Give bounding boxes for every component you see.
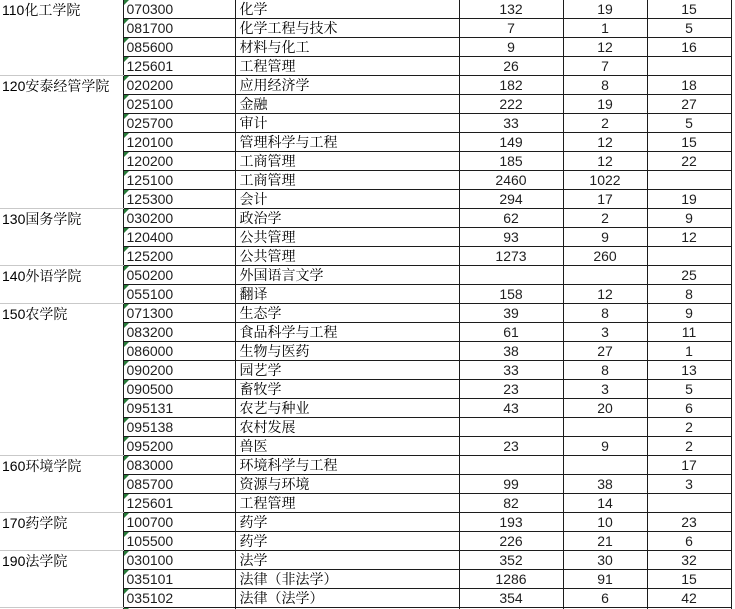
cell-value-1[interactable]: 294: [459, 190, 563, 209]
cell-college[interactable]: 110化工学院: [0, 0, 123, 76]
cell-major-code[interactable]: [123, 266, 235, 285]
cell-value-3[interactable]: 32: [647, 551, 731, 570]
cell-value-1[interactable]: [459, 266, 563, 285]
cell-major-code[interactable]: [123, 114, 235, 133]
cell-error-indicator-icon: [124, 399, 129, 404]
cell-error-indicator-icon: [124, 361, 129, 366]
table-row: [0, 209, 731, 228]
cell-major-name[interactable]: 审计: [235, 114, 459, 133]
cell-college[interactable]: 140外语学院: [0, 266, 123, 304]
major-code-text: 095200: [126, 438, 174, 455]
cell-value-1[interactable]: 2460: [459, 171, 563, 190]
cell-error-indicator-icon: [124, 456, 129, 461]
cell-value-3[interactable]: 1: [647, 342, 731, 361]
cell-major-name[interactable]: 管理科学与工程: [235, 133, 459, 152]
cell-value-1[interactable]: 82: [459, 494, 563, 513]
cell-value-2[interactable]: 10: [563, 513, 647, 532]
cell-major-code[interactable]: [123, 399, 235, 418]
cell-value-2[interactable]: 8: [563, 361, 647, 380]
major-code-text: 090200: [126, 362, 174, 379]
cell-value-1[interactable]: 23: [459, 437, 563, 456]
cell-major-name[interactable]: 兽医: [235, 437, 459, 456]
cell-value-1[interactable]: 7: [459, 19, 563, 38]
cell-major-name[interactable]: 材料与化工: [235, 38, 459, 57]
table-row: [0, 0, 731, 19]
cell-error-indicator-icon: [124, 418, 129, 423]
table-row: [0, 456, 731, 475]
cell-error-indicator-icon: [124, 209, 129, 214]
major-code-text: 100700: [126, 514, 174, 531]
major-code-text: 085700: [126, 476, 174, 493]
major-code-text: 086000: [126, 343, 174, 360]
cell-error-indicator-icon: [124, 475, 129, 480]
cell-major-code[interactable]: [123, 437, 235, 456]
major-code-text: 090500: [126, 381, 174, 398]
cell-major-name[interactable]: 农村发展: [235, 418, 459, 437]
cell-error-indicator-icon: [124, 76, 129, 81]
cell-value-3[interactable]: [647, 171, 731, 190]
cell-major-name[interactable]: 生物与医药: [235, 342, 459, 361]
cell-value-1[interactable]: 9: [459, 38, 563, 57]
cell-value-1[interactable]: 132: [459, 0, 563, 19]
cell-major-name[interactable]: 食品科学与工程: [235, 323, 459, 342]
cell-major-code[interactable]: [123, 209, 235, 228]
cell-value-3[interactable]: 27: [647, 95, 731, 114]
cell-major-name[interactable]: 工程管理: [235, 57, 459, 76]
cell-value-3[interactable]: 13: [647, 361, 731, 380]
major-code-text: 035101: [126, 571, 174, 588]
cell-value-2[interactable]: 12: [563, 38, 647, 57]
cell-value-1[interactable]: 93: [459, 228, 563, 247]
major-code-text: 120100: [126, 134, 174, 151]
cell-major-code[interactable]: [123, 570, 235, 589]
cell-major-name[interactable]: 法律（法学）: [235, 589, 459, 608]
cell-error-indicator-icon: [124, 380, 129, 385]
cell-value-3[interactable]: 9: [647, 209, 731, 228]
cell-major-name[interactable]: 翻译: [235, 285, 459, 304]
cell-major-name[interactable]: 政治学: [235, 209, 459, 228]
cell-major-code[interactable]: [123, 247, 235, 266]
cell-value-2[interactable]: [563, 418, 647, 437]
table-row: [0, 76, 731, 95]
major-code-text: 050200: [126, 267, 174, 284]
cell-value-2[interactable]: 8: [563, 76, 647, 95]
cell-error-indicator-icon: [124, 228, 129, 233]
cell-value-2[interactable]: 7: [563, 57, 647, 76]
major-code-text: 095131: [126, 400, 174, 417]
major-code-text: 125601: [126, 495, 174, 512]
cell-value-3[interactable]: 12: [647, 228, 731, 247]
cell-value-3[interactable]: 5: [647, 19, 731, 38]
cell-value-3[interactable]: 15: [647, 0, 731, 19]
cell-major-code[interactable]: [123, 532, 235, 551]
cell-value-2[interactable]: 91: [563, 570, 647, 589]
cell-error-indicator-icon: [124, 304, 129, 309]
cell-major-code[interactable]: [123, 76, 235, 95]
cell-major-name[interactable]: 会计: [235, 190, 459, 209]
cell-error-indicator-icon: [124, 551, 129, 556]
cell-value-3[interactable]: 42: [647, 589, 731, 608]
cell-error-indicator-icon: [124, 38, 129, 43]
cell-major-name[interactable]: 公共管理: [235, 247, 459, 266]
major-code-text: 120200: [126, 153, 174, 170]
cell-value-2[interactable]: 14: [563, 494, 647, 513]
cell-error-indicator-icon: [124, 247, 129, 252]
major-code-text: 120400: [126, 229, 174, 246]
cell-value-1[interactable]: 158: [459, 285, 563, 304]
cell-major-code[interactable]: [123, 228, 235, 247]
cell-major-code[interactable]: [123, 589, 235, 608]
cell-value-2[interactable]: 2: [563, 114, 647, 133]
cell-major-name[interactable]: 药学: [235, 532, 459, 551]
cell-major-code[interactable]: [123, 95, 235, 114]
cell-value-2[interactable]: 19: [563, 0, 647, 19]
cell-value-3[interactable]: 8: [647, 285, 731, 304]
cell-major-code[interactable]: [123, 361, 235, 380]
cell-value-3[interactable]: 11: [647, 323, 731, 342]
major-code-text: 085600: [126, 39, 174, 56]
cell-error-indicator-icon: [124, 171, 129, 176]
cell-college[interactable]: 160环境学院: [0, 456, 123, 513]
major-code-text: 025700: [126, 115, 174, 132]
cell-value-3[interactable]: [647, 247, 731, 266]
major-code-text: 025100: [126, 96, 174, 113]
cell-value-1[interactable]: 149: [459, 133, 563, 152]
cell-value-1[interactable]: 99: [459, 475, 563, 494]
cell-value-1[interactable]: 43: [459, 399, 563, 418]
table-row: [0, 513, 731, 532]
cell-value-2[interactable]: 8: [563, 304, 647, 323]
cell-major-name[interactable]: 农艺与种业: [235, 399, 459, 418]
cell-error-indicator-icon: [124, 114, 129, 119]
cell-value-1[interactable]: 61: [459, 323, 563, 342]
major-code-text: 125200: [126, 248, 174, 265]
cell-value-2[interactable]: 27: [563, 342, 647, 361]
cell-value-1[interactable]: 26: [459, 57, 563, 76]
cell-major-code[interactable]: [123, 323, 235, 342]
cell-value-3[interactable]: 6: [647, 532, 731, 551]
cell-value-2[interactable]: 1: [563, 19, 647, 38]
cell-value-3[interactable]: [647, 494, 731, 513]
major-code-text: 070300: [126, 1, 174, 18]
cell-major-name[interactable]: 工商管理: [235, 171, 459, 190]
cell-error-indicator-icon: [124, 152, 129, 157]
cell-value-3[interactable]: 2: [647, 418, 731, 437]
major-code-text: 030100: [126, 552, 174, 569]
cell-major-name[interactable]: 法学: [235, 551, 459, 570]
cell-value-1[interactable]: 1273: [459, 247, 563, 266]
cell-value-1[interactable]: [459, 418, 563, 437]
cell-value-2[interactable]: 9: [563, 228, 647, 247]
cell-value-1[interactable]: 222: [459, 95, 563, 114]
cell-value-3[interactable]: 22: [647, 152, 731, 171]
cell-value-1[interactable]: 352: [459, 551, 563, 570]
cell-major-name[interactable]: 化学: [235, 0, 459, 19]
cell-value-3[interactable]: 19: [647, 190, 731, 209]
cell-major-code[interactable]: [123, 304, 235, 323]
cell-major-code[interactable]: [123, 133, 235, 152]
cell-error-indicator-icon: [124, 323, 129, 328]
cell-value-3[interactable]: 15: [647, 133, 731, 152]
cell-major-name[interactable]: 资源与环境: [235, 475, 459, 494]
cell-major-name[interactable]: 生态学: [235, 304, 459, 323]
cell-major-name[interactable]: 法律（非法学）: [235, 570, 459, 589]
cell-value-3[interactable]: 16: [647, 38, 731, 57]
cell-value-3[interactable]: 9: [647, 304, 731, 323]
major-code-text: 020200: [126, 77, 174, 94]
cell-college[interactable]: 120安泰经管学院: [0, 76, 123, 209]
cell-major-code[interactable]: [123, 152, 235, 171]
cell-error-indicator-icon: [124, 19, 129, 24]
cell-major-name[interactable]: 环境科学与工程: [235, 456, 459, 475]
major-code-text: 071300: [126, 305, 174, 322]
cell-value-2[interactable]: 17: [563, 190, 647, 209]
cell-error-indicator-icon: [124, 494, 129, 499]
cell-value-2[interactable]: 3: [563, 323, 647, 342]
major-code-text: 083200: [126, 324, 174, 341]
cell-value-3[interactable]: 23: [647, 513, 731, 532]
cell-value-1[interactable]: 182: [459, 76, 563, 95]
cell-value-1[interactable]: 39: [459, 304, 563, 323]
cell-value-3[interactable]: 5: [647, 380, 731, 399]
cell-college[interactable]: 150农学院: [0, 304, 123, 456]
cell-value-3[interactable]: 17: [647, 456, 731, 475]
cell-major-name[interactable]: 园艺学: [235, 361, 459, 380]
cell-error-indicator-icon: [124, 190, 129, 195]
cell-major-name[interactable]: 工程管理: [235, 494, 459, 513]
cell-value-3[interactable]: [647, 57, 731, 76]
cell-error-indicator-icon: [124, 342, 129, 347]
cell-major-code[interactable]: [123, 190, 235, 209]
cell-value-1[interactable]: [459, 456, 563, 475]
cell-error-indicator-icon: [124, 285, 129, 290]
cell-major-name[interactable]: 公共管理: [235, 228, 459, 247]
cell-value-2[interactable]: 21: [563, 532, 647, 551]
major-code-text: 125601: [126, 58, 174, 75]
major-code-text: 125300: [126, 191, 174, 208]
cell-error-indicator-icon: [124, 437, 129, 442]
cell-value-3[interactable]: 3: [647, 475, 731, 494]
table-row: [0, 304, 731, 323]
cell-college[interactable]: 170药学院: [0, 513, 123, 551]
table-row: [0, 551, 731, 570]
major-code-text: 095138: [126, 419, 174, 436]
cell-value-2[interactable]: 19: [563, 95, 647, 114]
cell-major-name[interactable]: 化学工程与技术: [235, 19, 459, 38]
cell-value-2[interactable]: 6: [563, 589, 647, 608]
cell-value-1[interactable]: 193: [459, 513, 563, 532]
cell-error-indicator-icon: [124, 133, 129, 138]
cell-value-1[interactable]: 33: [459, 114, 563, 133]
cell-value-2[interactable]: [563, 266, 647, 285]
cell-major-code[interactable]: [123, 380, 235, 399]
cell-major-code[interactable]: [123, 342, 235, 361]
cell-value-3[interactable]: 6: [647, 399, 731, 418]
cell-major-code[interactable]: [123, 513, 235, 532]
cell-value-2[interactable]: 12: [563, 152, 647, 171]
cell-value-3[interactable]: 18: [647, 76, 731, 95]
cell-error-indicator-icon: [124, 0, 129, 5]
major-code-text: 055100: [126, 286, 174, 303]
cell-value-1[interactable]: 62: [459, 209, 563, 228]
cell-value-2[interactable]: 260: [563, 247, 647, 266]
cell-value-3[interactable]: 25: [647, 266, 731, 285]
cell-value-2[interactable]: 20: [563, 399, 647, 418]
cell-error-indicator-icon: [124, 513, 129, 518]
cell-error-indicator-icon: [124, 57, 129, 62]
cell-error-indicator-icon: [124, 570, 129, 575]
cell-major-code[interactable]: [123, 494, 235, 513]
cell-value-2[interactable]: 2: [563, 209, 647, 228]
cell-value-2[interactable]: 9: [563, 437, 647, 456]
cell-major-name[interactable]: 畜牧学: [235, 380, 459, 399]
cell-major-name[interactable]: 工商管理: [235, 152, 459, 171]
major-code-text: 035102: [126, 590, 174, 607]
cell-major-name[interactable]: 药学: [235, 513, 459, 532]
cell-value-2[interactable]: 38: [563, 475, 647, 494]
cell-major-code[interactable]: [123, 19, 235, 38]
cell-major-name[interactable]: 应用经济学: [235, 76, 459, 95]
cell-error-indicator-icon: [124, 589, 129, 594]
cell-major-name[interactable]: 外国语言文学: [235, 266, 459, 285]
major-code-text: 083000: [126, 457, 174, 474]
cell-major-code[interactable]: [123, 418, 235, 437]
cell-value-1[interactable]: 23: [459, 380, 563, 399]
cell-value-2[interactable]: 12: [563, 133, 647, 152]
table-row: [0, 266, 731, 285]
cell-major-code[interactable]: [123, 171, 235, 190]
cell-value-1[interactable]: 354: [459, 589, 563, 608]
major-code-text: 125100: [126, 172, 174, 189]
cell-major-code[interactable]: [123, 285, 235, 304]
cell-value-1[interactable]: 1286: [459, 570, 563, 589]
cell-value-3[interactable]: 15: [647, 570, 731, 589]
cell-value-2[interactable]: 1022: [563, 171, 647, 190]
major-code-text: 105500: [126, 533, 174, 550]
cell-error-indicator-icon: [124, 266, 129, 271]
cell-value-3[interactable]: 2: [647, 437, 731, 456]
cell-value-1[interactable]: 33: [459, 361, 563, 380]
cell-major-code[interactable]: [123, 475, 235, 494]
cell-value-1[interactable]: 185: [459, 152, 563, 171]
cell-value-3[interactable]: 5: [647, 114, 731, 133]
cell-major-code[interactable]: [123, 57, 235, 76]
cell-major-name[interactable]: 金融: [235, 95, 459, 114]
cell-value-1[interactable]: 38: [459, 342, 563, 361]
cell-value-2[interactable]: 30: [563, 551, 647, 570]
cell-value-2[interactable]: [563, 456, 647, 475]
cell-error-indicator-icon: [124, 532, 129, 537]
cell-major-code[interactable]: [123, 38, 235, 57]
cell-value-2[interactable]: 3: [563, 380, 647, 399]
cell-major-code[interactable]: [123, 0, 235, 19]
cell-college[interactable]: 190法学院: [0, 551, 123, 608]
major-code-text: 081700: [126, 20, 174, 37]
cell-major-code[interactable]: [123, 456, 235, 475]
cell-error-indicator-icon: [124, 95, 129, 100]
major-code-text: 030200: [126, 210, 174, 227]
cell-college[interactable]: 130国务学院: [0, 209, 123, 266]
cell-major-code[interactable]: [123, 551, 235, 570]
cell-value-1[interactable]: 226: [459, 532, 563, 551]
cell-value-2[interactable]: 12: [563, 285, 647, 304]
